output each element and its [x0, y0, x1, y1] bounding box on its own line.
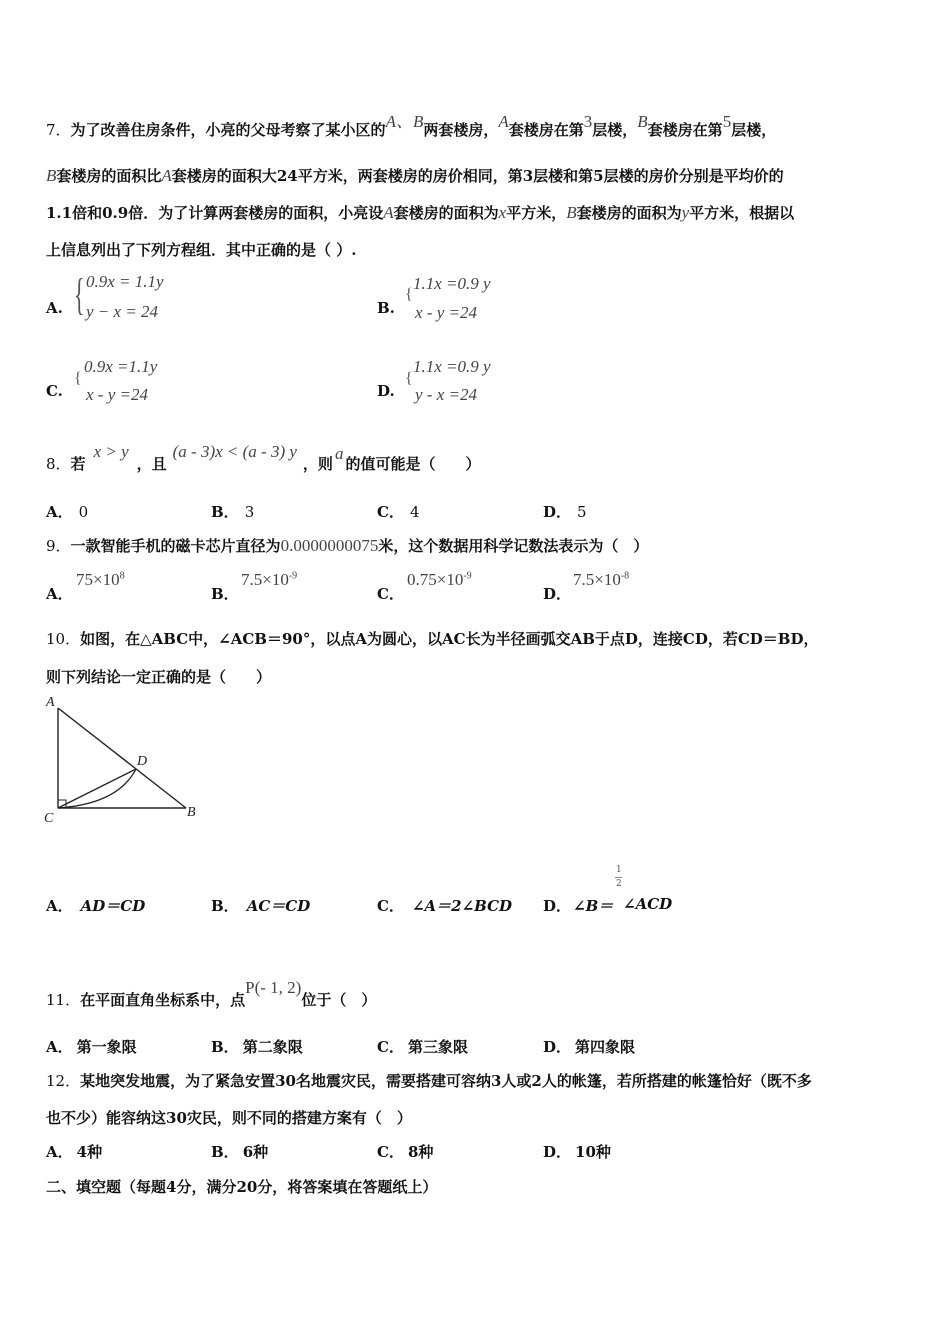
q11-option-d[interactable]: D． 第四象限 [543, 1038, 636, 1056]
q11-option-c[interactable]: C． 第三象限 [377, 1038, 468, 1056]
brace-icon: { [405, 370, 413, 387]
q11-option-a[interactable]: A． 第一象限 [46, 1038, 137, 1056]
q12-option-b[interactable]: B． 6种 [211, 1143, 269, 1161]
brace-icon: { [74, 270, 85, 319]
q8-stem: 8．若x > y，且(a - 3)x < (a - 3) y，则a的值可能是（ ） [46, 442, 481, 473]
q10-option-d[interactable]: D． ∠B＝ 1 2 ∠ACD [543, 865, 673, 915]
q7-line3: 1.1倍和0.9倍．为了计算两套楼房的面积，小亮设A套楼房的面积为x平方米，B套楼房的面积为y平方米，根据以 [46, 203, 795, 222]
q7-option-d[interactable]: D. { 1.1x =0.9 y y - x =24 [377, 357, 491, 404]
brace-icon: { [405, 286, 413, 303]
q7-line2: B套楼房的面积比A套楼房的面积大24平方米，两套楼房的房价相同，第3层楼和第5层楼的房价分别是平均价的 [46, 166, 784, 185]
q7-option-b[interactable]: B. { 1.1x =0.9 y x - y =24 [377, 274, 491, 322]
label-b: B [187, 805, 196, 820]
q11-option-b[interactable]: B． 第二象限 [211, 1038, 303, 1056]
q7-option-c[interactable]: C. { 0.9x =1.1y x - y =24 [46, 357, 158, 404]
q12-option-c[interactable]: C． 8种 [377, 1143, 434, 1161]
section-heading-fill-in: 二、填空题（每题4分，满分20分，将答案填在答题纸上） [46, 1178, 438, 1196]
q12-option-d[interactable]: D． 10种 [543, 1143, 611, 1161]
fraction-bar [615, 877, 622, 878]
q9-option-d[interactable]: D． $7.5\times 10^{-8}$ [543, 570, 630, 603]
q9-stem: 9．一款智能手机的磁卡芯片直径为0.0000000075米，这个数据用科学记数法表示为（ ） [46, 536, 649, 555]
label-c: C [44, 811, 54, 826]
q10-stem-line2: 则下列结论一定正确的是（ ） [46, 668, 272, 686]
q8-option-d[interactable]: D． 5 [543, 503, 587, 521]
label-a: A [46, 695, 55, 710]
q12-stem-line2: 也不少）能容纳这30灾民，则不同的搭建方案有（ ） [46, 1109, 412, 1127]
q12-option-a[interactable]: A． 4种 [46, 1143, 103, 1161]
q7-line1: 7．为了改善住房条件，小亮的父母考察了某小区的A、B两套楼房，A套楼房在第3层楼，B套楼房在第5层楼， [46, 112, 777, 139]
q8-option-b[interactable]: B． 3 [211, 503, 255, 521]
q10-option-a[interactable]: A． AD＝CD [46, 897, 146, 915]
q8-option-c[interactable]: C． 4 [377, 503, 420, 521]
q9-option-a[interactable]: A． $75\times 10^8$ [46, 570, 125, 603]
q11-stem: 11．在平面直角坐标系中，点P(- 1, 2)位于（ ） [46, 978, 377, 1009]
brace-icon: { [74, 370, 82, 387]
q10-triangle-figure [40, 692, 210, 827]
q10-option-c[interactable]: C． ∠A＝2∠BCD [377, 897, 513, 915]
q7-line4: 上信息列出了下列方程组．其中正确的是（ ）. [46, 241, 357, 259]
q7-option-a[interactable]: A. { 0.9x = 1.1y y − x = 24 [46, 270, 164, 321]
label-d: D [137, 754, 148, 769]
q12-stem-line1: 12．某地突发地震，为了紧急安置30名地震灾民，需要搭建可容纳3人或2人的帐篷，若所搭建的帐篷恰好（既不多 [46, 1072, 812, 1090]
segment-cd [58, 769, 136, 808]
q8-option-a[interactable]: A． 0 [46, 503, 89, 521]
side-ab [58, 708, 186, 808]
q10-stem-line1: 10．如图，在△ABC中，∠ACB＝90°，以点A为圆心，以AC长为半径画弧交AB于点D，连接CD，若CD＝BD， [46, 630, 819, 648]
q9-option-c[interactable]: C． $0.75\times 10^{-9}$ [377, 570, 472, 603]
q9-option-b[interactable]: B． $7.5\times 10^{-9}$ [211, 570, 298, 603]
q10-option-b[interactable]: B． AC＝CD [211, 897, 311, 915]
